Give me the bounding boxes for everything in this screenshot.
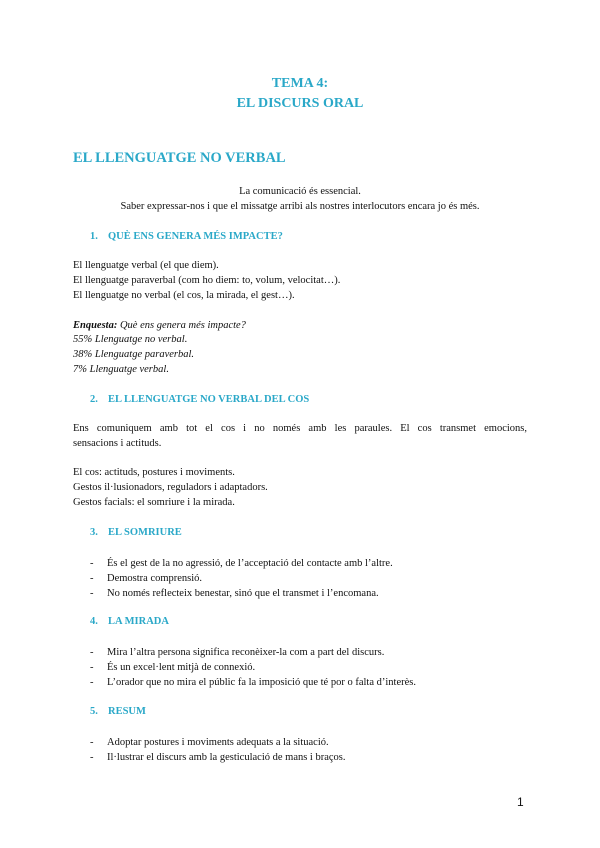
survey-result-3: 7% Llenguatge verbal. bbox=[73, 364, 169, 375]
section-1-number: 1. bbox=[90, 231, 98, 242]
s1-line-3: El llenguatge no verbal (el cos, la mirada, el gest…). bbox=[73, 290, 295, 301]
section-3-heading bbox=[90, 527, 182, 538]
list-item: - Il·lustrar el discurs amb la gesticulació de mans i braços. bbox=[90, 752, 346, 763]
survey-question: Què ens genera més impacte? bbox=[117, 320, 246, 331]
section-2-number: 2. bbox=[90, 394, 98, 405]
main-section-heading: EL LLENGUATGE NO VERBAL bbox=[73, 150, 286, 166]
list-item: - Adoptar postures i moviments adequats a la situació. bbox=[90, 737, 329, 748]
section-3-title: EL SOMRIURE bbox=[108, 527, 182, 538]
intro-line-1: La comunicació és essencial. bbox=[239, 186, 361, 197]
section-4-number: 4. bbox=[90, 616, 98, 627]
list-item: - No només reflecteix benestar, sinó que el transmet i l’encomana. bbox=[90, 588, 379, 599]
s1-line-1: El llenguatge verbal (el que diem). bbox=[73, 260, 219, 271]
s2-paragraph-line-2: sensacions i actituds. bbox=[73, 438, 162, 449]
section-1-title: QUÈ ENS GENERA MÉS IMPACTE? bbox=[108, 231, 283, 242]
survey-result-1: 55% Llenguatge no verbal. bbox=[73, 334, 188, 345]
s3-bullet-list bbox=[90, 556, 393, 601]
s2-paragraph-line-1: Ens comuniquem amb tot el cos i no només amb les paraules. El cos transmet emocions, bbox=[73, 423, 527, 434]
section-2-heading bbox=[90, 394, 309, 405]
survey-label: Enquesta: bbox=[73, 320, 118, 331]
section-1-heading bbox=[90, 231, 283, 242]
section-2-title: EL LLENGUATGE NO VERBAL DEL COS bbox=[108, 394, 310, 405]
section-5-title: RESUM bbox=[108, 706, 146, 717]
section-5-heading bbox=[90, 706, 146, 717]
s1-line-2: El llenguatge paraverbal (com ho diem: to, volum, velocitat…). bbox=[73, 275, 341, 286]
page-number: 1 bbox=[517, 795, 524, 809]
survey-result-2: 38% Llenguatge paraverbal. bbox=[73, 349, 195, 360]
section-3-number: 3. bbox=[90, 527, 98, 538]
section-4-heading bbox=[90, 616, 169, 627]
doc-title-line1: TEMA 4: bbox=[271, 76, 329, 91]
list-item: - És un excel·lent mitjà de connexió. bbox=[90, 662, 256, 673]
s2-line-3: Gestos facials: el somriure i la mirada. bbox=[73, 497, 235, 508]
list-item: - És el gest de la no agressió, de l’acceptació del contacte amb l’altre. bbox=[90, 558, 393, 569]
s2-line-1: El cos: actituds, postures i moviments. bbox=[73, 467, 235, 478]
list-item: - L’orador que no mira el públic fa la imposició que té por o falta d’interès. bbox=[90, 677, 416, 688]
list-item: - Demostra comprensió. bbox=[90, 573, 203, 584]
s4-bullet-list bbox=[90, 645, 416, 690]
survey-line bbox=[73, 320, 246, 331]
doc-title-line2: EL DISCURS ORAL bbox=[236, 96, 364, 111]
s5-bullet-list bbox=[90, 735, 346, 765]
list-item: - Mira l’altra persona significa reconèixer-la com a part del discurs. bbox=[90, 647, 385, 658]
section-4-title: LA MIRADA bbox=[108, 616, 169, 627]
intro-line-2: Saber expressar-nos i que el missatge arribi als nostres interlocutors encara jo és més. bbox=[120, 201, 480, 212]
section-5-number: 5. bbox=[90, 706, 98, 717]
s2-line-2: Gestos il·lusionadors, reguladors i adaptadors. bbox=[73, 482, 268, 493]
